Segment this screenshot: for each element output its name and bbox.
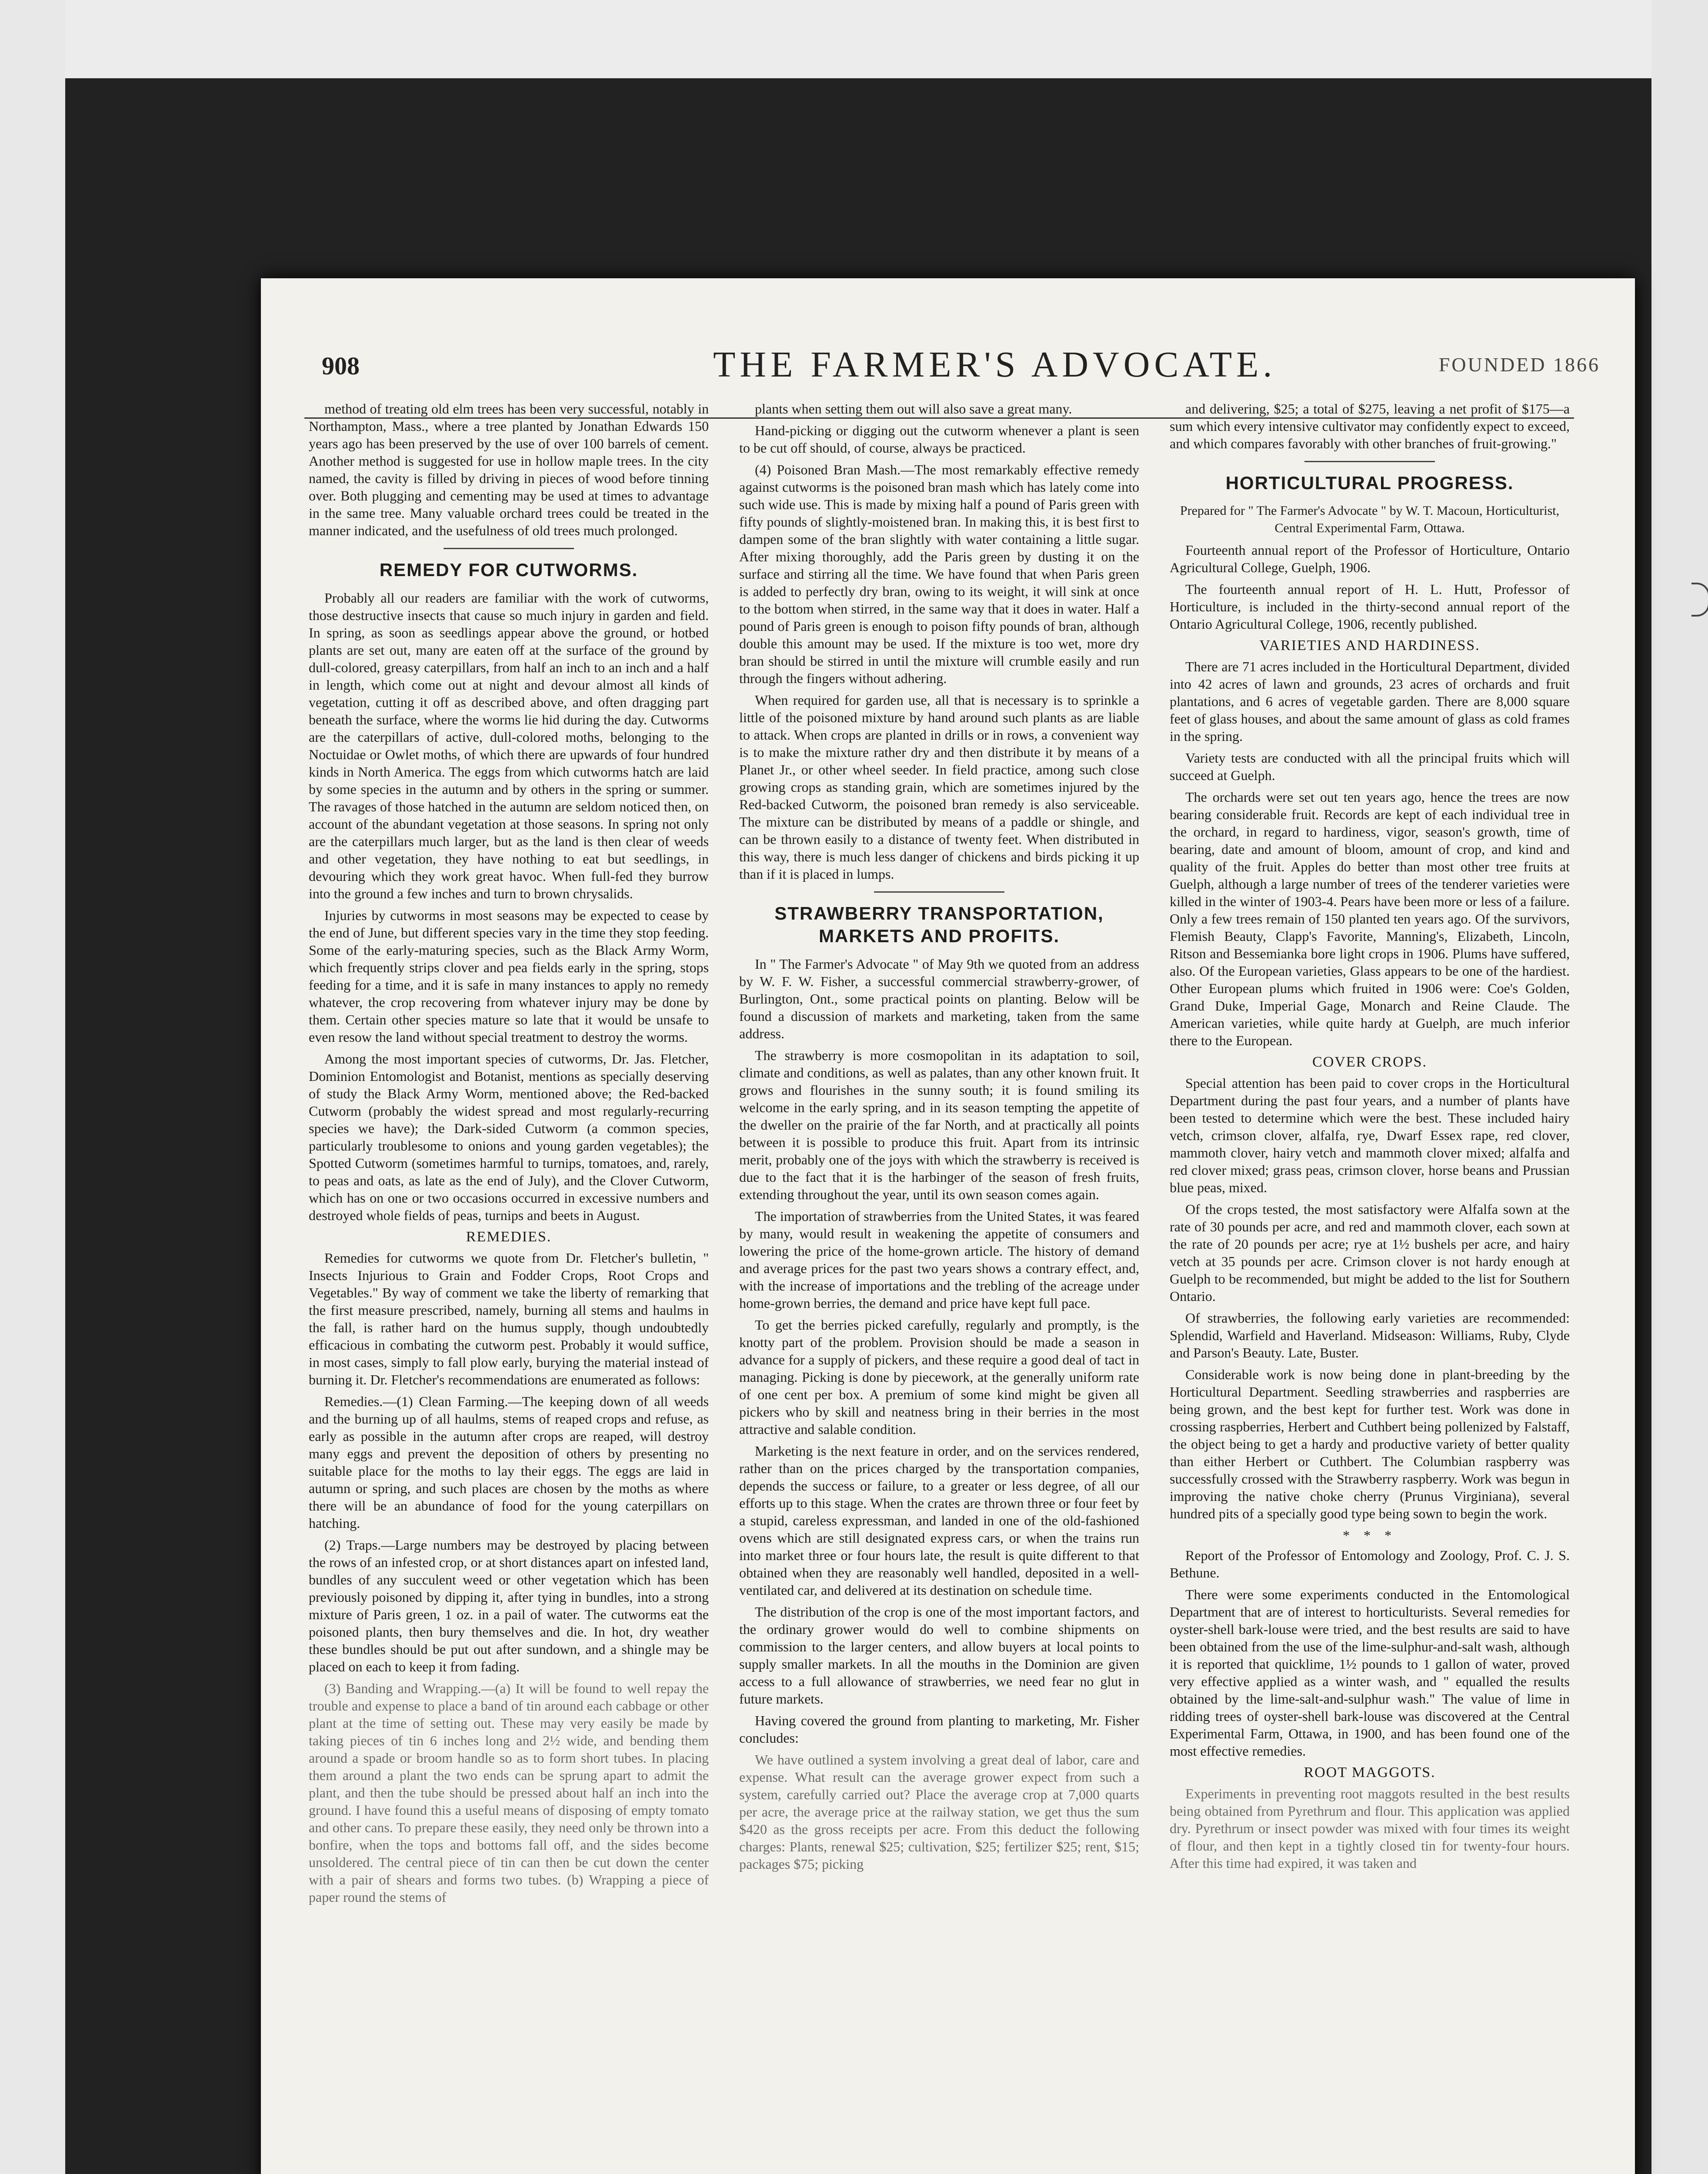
article-paragraph: The strawberry is more cosmopolitan in its adaptation to soil, climate and conditions, as well as palates, than any other known fruit. It grows and flourishes in the sunny south; it is found smiling its welcome in the early spring, and in its season tempting the appetite of the dweller on the prairie of the far North, and at practically all points between it is possible to produce this fruit. Apart from its intrinsic merit, probably one of the joys with which the strawberry is received is due to the fact that it is the harbinger of the season of fresh fruits, extending throughout the year, until its own season comes again. <box>739 1047 1139 1202</box>
subheading-varieties: VARIETIES AND HARDINESS. <box>1259 637 1480 654</box>
article-paragraph: Considerable work is now being done in plant-breeding by the Horticultural Department. Seedling strawberries and raspberries are being grown, and the best kept for further test. Work was done in crossing raspberries, Herbert and Cuthbert being pollenized by Falstaff, the object being to get a hardy and productive variety of better quality than either Herbert or Cuthbert. The Columbian raspberry was successfully crossed with the Strawberry raspberry. Work was begun in improving the native choke cherry (Prunus Virginiana), several hundred pits of a specially good type being sown to begin the work. <box>1170 1367 1570 1521</box>
article-paragraph: Remedies.—(1) Clean Farming.—The keeping down of all weeds and the burning up of all haulms, stems of reaped crops and refuse, as early as possible in the autumn after crops are reaped, will destroy many eggs and prevent the deposition of others by presenting no suitable place for the moths to lay their eggs. The eggs are laid in autumn or spring, and such places are chosen by the moths as where there will be an abundance of food for the young caterpillars on hatching. <box>309 1394 709 1531</box>
article-divider <box>1304 461 1435 462</box>
article-paragraph: Special attention has been paid to cover crops in the Horticultural Department during the past four years, and a number of plants have been tested to determine which were the best. These included hairy vetch, crimson clover, alfalfa, rye, Dwarf Essex rape, red clover, mammoth clover, hairy vetch and mammoth clover mixed; alfalfa and red clover mixed; grass peas, crimson clover, horse beans and Prussian blue peas, mixed. <box>1170 1075 1570 1195</box>
article-paragraph: Fourteenth annual report of the Professor of Horticulture, Ontario Agricultural College, Guelph, 1906. <box>1170 542 1570 575</box>
subheading-cover-crops: COVER CROPS. <box>1312 1054 1427 1070</box>
article-paragraph: Probably all our readers are familiar with the work of cutworms, those destructive insects that cause so much injury in garden and field. In spring, as soon as seedlings appear above the ground, or hotbed plants are set out, many are eaten off at the surface of the ground by dull-colored, greasy caterpillars, from half an inch to an inch and a half in length, which come out at night and devour almost all kinds of vegetation, cutting it off as described above, and often dragging part beneath the surface, where the worms lie hid during the day. Cutworms are the caterpillars of active, dull-colored moths, belonging to the Noctuidae or Owlet moths, of which there are upwards of four hundred kinds in North America. The eggs from which cutworms hatch are laid by some species in the autumn and by others in the spring or summer. The ravages of those hatched in the autumn are seldom noticed then, on account of the abundant vegetation at those seasons. In spring not only are the caterpillars much larger, but as the land is then clear of weeds and other vegetation, they have nothing to eat but seedlings, in devouring which they work great havoc. When full-fed they burrow into the ground a few inches and turn to brown chrysalids. <box>309 590 709 901</box>
article-paragraph: To get the berries picked carefully, regularly and promptly, is the knotty part of the problem. Provision should be made a season in advance for a supply of pickers, and these require a good deal of tact in managing. Picking is done by piecework, at the generally uniform rate of one cent per box. A premium of some kind might be given all pickers who by skill and neatness bring in their berries in the most attractive and salable condition. <box>739 1317 1139 1437</box>
article-paragraph: We have outlined a system involving a great deal of labor, care and expense. What result can the average grower expect from such a system, carefully carried out? Place the average crop at 7,000 quarts per acre, the average price at the railway station, we get thus the sum $420 as the gross receipts per acre. From this deduct the following charges: Plants, renewal $25; cultivation, $25; fertilizer $25; rent, $15; packages $75; picking <box>739 1752 1139 1872</box>
article-paragraph: Hand-picking or digging out the cutworm whenever a plant is seen to be cut off should, of course, always be practiced. <box>739 423 1139 456</box>
page-number: 908 <box>322 352 360 380</box>
scan-margin-top <box>0 0 1708 78</box>
article-paragraph: Having covered the ground from planting to marketing, Mr. Fisher concludes: <box>739 1713 1139 1746</box>
article-heading-cutworms: REMEDY FOR CUTWORMS. <box>379 560 638 580</box>
article-paragraph: Experiments in preventing root maggots resulted in the best results being obtained from Pyrethrum and flour. This application was applied dry. Pyrethrum or insect powder was mixed with four times its weight of flour, and then kept in a tightly closed tin for twenty-four hours. After this time had expired, it was taken and <box>1170 1786 1570 1871</box>
article-paragraph: and delivering, $25; a total of $275, leaving a net profit of $175—a sum which every intensive cultivator may confidently expect to exceed, and which compares favorably with other branches of fruit-growing." <box>1170 401 1570 451</box>
article-heading-horticultural: HORTICULTURAL PROGRESS. <box>1225 473 1514 493</box>
article-paragraph: Marketing is the next feature in order, and on the services rendered, rather than on the prices charged by the transportation companies, depends the success or failure, to a greater or less degree, of all our efforts up to this stage. When the crates are thrown three or four feet by a stupid, careless expressman, and landed in one of the old-fashioned ovens which are still designated express cars, or when the trains run into market three or four hours late, the result is quite different to that obtained when they are reasonably well handled, deposited in a well-ventilated car, and delivered at its destination on schedule time. <box>739 1443 1139 1598</box>
article-paragraph: (3) Banding and Wrapping.—(a) It will be found to well repay the trouble and expense to place a band of tin around each cabbage or other plant at the time of setting out. These may very easily be made by taking pieces of tin 6 inches long and 2½ wide, and bending them around a spade or broom handle so as to form short tubes. In placing them around a plant the two ends can be sprung apart to admit the plant, and then the tube should be pressed about half an inch into the ground. I have found this a useful means of disposing of empty tomato and other cans. To prepare these easily, they need only be thrown into a bonfire, when the tops and bottoms fall off, and the sides become unsoldered. The central piece of tin can then be cut down the center with a pair of shears and forms two tubes. (b) Wrapping a piece of paper round the stems of <box>309 1681 709 1905</box>
article-paragraph: (4) Poisoned Bran Mash.—The most remarkably effective remedy against cutworms is the poisoned bran mash which has lately come into such wide use. This is made by mixing half a pound of Paris green with fifty pounds of slightly-moistened bran. In making this, it is best first to dampen some of the bran slightly with water containing a little sugar. After mixing thoroughly, add the Paris green by dusting it on the surface and stirring all the time. We have found that when Paris green is added to perfectly dry bran, owing to its weight, it will sink at once to the bottom when stirred, in the same way that it does in water. Half a pound of Paris green is enough to poison fifty pounds of bran, although double this amount may be used. If the mixture is too wet, more dry bran should be stirred in until the mixture will crumble easily and run through the fingers without adhering. <box>739 462 1139 686</box>
article-credit: Prepared for " The Farmer's Advocate " by W. T. Macoun, Horticulturist, Central Experimental Farm, Ottawa. <box>1180 503 1560 535</box>
scan-margin-left <box>0 0 65 2174</box>
founded-note: FOUNDED 1866 <box>1438 353 1600 376</box>
article-paragraph: The fourteenth annual report of H. L. Hutt, Professor of Horticulture, is included in the thirty-second annual report of the Ontario Agricultural College, 1906, recently published. <box>1170 581 1570 632</box>
article-paragraph: (2) Traps.—Large numbers may be destroyed by placing between the rows of an infested crop, or at short distances apart on infested land, bundles of any succulent weed or other vegetation which has been previously poisoned by dipping it, after tying in bundles, into a strong mixture of Paris green, 1 oz. in a pail of water. The cutworms eat the poisoned plants, then bury themselves and die. In hot, dry weather these bundles should be put out after sundown, and a shingle may be placed on each to keep it from fading. <box>309 1537 709 1674</box>
article-paragraph: In " The Farmer's Advocate " of May 9th we quoted from an address by W. F. W. Fisher, a successful commercial strawberry-grower, of Burlington, Ont., some practical points on planting. Below will be found a discussion of markets and marketing, taken from the same address. <box>739 956 1139 1041</box>
article-divider <box>874 891 1004 893</box>
subheading-root-maggots: ROOT MAGGOTS. <box>1304 1764 1436 1781</box>
subheading-remedies: REMEDIES. <box>466 1229 552 1245</box>
section-stars: * * * <box>1343 1527 1397 1543</box>
article-paragraph: There were some experiments conducted in the Entomological Department that are of interest to horticulturists. Several remedies for oyster-shell bark-louse were tried, and the best results are said to have been obtained from the use of the lime-sulphur-and-salt wash, although it is reported that quicklime, 1½ pounds to 1 gallon of water, proved very effective applied as a winter wash, and " equalled the results obtained by the lime-salt-and-sulphur wash." The value of lime in ridding trees of oyster-shell bark-louse was discovered at the Central Experimental Farm, Ottawa, in 1900, and has been found one of the most effective remedies. <box>1170 1587 1570 1759</box>
article-paragraph: When required for garden use, all that is necessary is to sprinkle a little of the poisoned mixture by hand around such plants as are liable to attack. When crops are planted in drills or in rows, a convenient way is to make the mixture rather dry and then distribute it by means of a Planet Jr., or other wheel seeder. In field practice, among such close growing crops as standing grain, which are sometimes injured by the Red-backed Cutworm, the poisoned bran remedy is also serviceable. The mixture can be distributed by means of a paddle or shingle, and can be thrown easily to a distance of twenty feet. When distributed in this way, there is much less danger of chickens and birds picking it up than if it is placed in lumps. <box>739 692 1139 882</box>
article-paragraph: The distribution of the crop is one of the most important factors, and the ordinary grower would do well to combine shipments on commission to the larger centers, and allow buyers at local points to supply smaller markets. In all the mouths in the Dominion are given access to a full allowance of strawberries, we need fear no glut in future markets. <box>739 1604 1139 1707</box>
article-divider <box>444 548 574 549</box>
column-2 <box>739 400 1139 1877</box>
article-paragraph: Injuries by cutworms in most seasons may be expected to cease by the end of June, but different species vary in the time they stop feeding. Some of the early-maturing species, such as the Black Army Worm, which frequently strips clover and pea fields early in the spring, stops feeding for a time, and it is safe in many instances to apply no remedy whatever, the crop recovering from whatever injury may be done by them. Certain other species mature so late that it would be unsafe to even resow the land without special treatment to destroy the worms. <box>309 907 709 1045</box>
newspaper-title: THE FARMER'S ADVOCATE. <box>713 344 1277 385</box>
article-paragraph: There are 71 acres included in the Horticultural Department, divided into 42 acres of lawn and grounds, 23 acres of orchards and fruit plantations, and 6 acres of vegetable garden. There are 8,000 square feet of glass houses, and about the same amount of glass as cold frames in the spring. <box>1170 659 1570 744</box>
article-paragraph: The orchards were set out ten years ago, hence the trees are now bearing considerable fruit. Records are kept of each individual tree in the orchard, in regard to hardiness, vigor, season's growth, time of bearing, date and amount of bloom, amount of crop, and kind and quality of the fruit. Apples do better than most other tree fruits at Guelph, although a large number of trees of the tenderer varieties were killed in the winter of 1903-4. Pears have been more or less of a failure. Only a few trees remain of 150 planted ten years ago. Of the survivors, Flemish Beauty, Clapp's Favorite, Manning's, Elizabeth, Lincoln, Ritson and Bessemianka bore light crops in 1906. Plums have suffered, also. Of the European varieties, Glass appears to be one of the hardiest. Other European plums which fruited in 1906 were: Coe's Golden, Grand Duke, Imperial Gage, Monarch and Reine Claude. The American varieties, while quite hardy at Guelph, are much inferior there to the European. <box>1170 789 1570 1048</box>
article-paragraph: Variety tests are conducted with all the principal fruits which will succeed at Guelph. <box>1170 750 1570 783</box>
column-1 <box>309 400 709 1910</box>
scan-margin-right <box>1651 0 1708 2174</box>
article-paragraph: Report of the Professor of Entomology and Zoology, Prof. C. J. S. Bethune. <box>1170 1547 1570 1580</box>
article-paragraph: Remedies for cutworms we quote from Dr. Fletcher's bulletin, " Insects Injurious to Grain and Fodder Crops, Root Crops and Vegetables." By way of comment we take the liberty of remarking that the first measure prescribed, namely, burning all stems and haulms in the fall, is rather hard on the humus supply, though undoubtedly efficacious in combating the cutworm pest. Probably it would suffice, in most cases, simply to fall plow early, burying the material instead of burning it. Dr. Fletcher's recommendations are enumerated as follows: <box>309 1250 709 1387</box>
article-paragraph: Of the crops tested, the most satisfactory were Alfalfa sown at the rate of 30 pounds per acre, and red and mammoth clover, each sown at the rate of 20 pounds per acre; rye at 1½ bushels per acre, and hairy vetch at 35 pounds per acre. Crimson clover is not hardy enough at Guelph to be recommended, but might be added to the list for Southern Ontario. <box>1170 1201 1570 1304</box>
article-paragraph: The importation of strawberries from the United States, it was feared by many, would result in weakening the appetite of consumers and lowering the price of the home-grown article. The history of demand and average prices for the past two years shows a contrary effect, and, with the increase of importations and the trebling of the acreage under home-grown berries, the demand and price have kept full pace. <box>739 1208 1139 1311</box>
column-3 <box>1170 400 1570 1876</box>
article-paragraph: plants when setting them out will also save a great many. <box>755 401 1072 417</box>
article-paragraph: Among the most important species of cutworms, Dr. Jas. Fletcher, Dominion Entomologist and Botanist, mentions as specially deserving of study the Black Army Worm, mentioned above; the Red-backed Cutworm (probably the widest spread and most regularly-recurring species we have); the Dark-sided Cutworm (a common species, particularly troublesome to onions and young garden vegetables); the Spotted Cutworm (sometimes harmful to turnips, tomatoes, and, rarely, to peas and oats, as late as the end of July), and the Clover Cutworm, which has on one or two occasions occurred in excessive numbers and destroyed whole fields of peas, turnips and beets in August. <box>309 1051 709 1223</box>
elm-trees-paragraph: method of treating old elm trees has been very successful, notably in Northampton, Mass., where a tree planted by Jonathan Edwards 150 years ago has been preserved by the use of over 100 barrels of cement. Another method is suggested for use in hollow maple trees. In the city named, the cavity is filled by driving in pieces of wood before tinning over. Both plugging and cementing may be used at times to advantage in the same tree. Many valuable orchard trees could be treated in the manner indicated, and the usefulness of old trees much prolonged. <box>309 401 709 538</box>
article-heading-strawberry: STRAWBERRY TRANSPORTATION, MARKETS AND PROFITS. <box>774 903 1104 946</box>
binding-clip-icon <box>1691 583 1708 617</box>
article-paragraph: Of strawberries, the following early varieties are recommended: Splendid, Warfield and Haverland. Midseason: Williams, Ruby, Clyde and Parson's Beauty. Late, Buster. <box>1170 1310 1570 1360</box>
page-header <box>304 343 1600 391</box>
